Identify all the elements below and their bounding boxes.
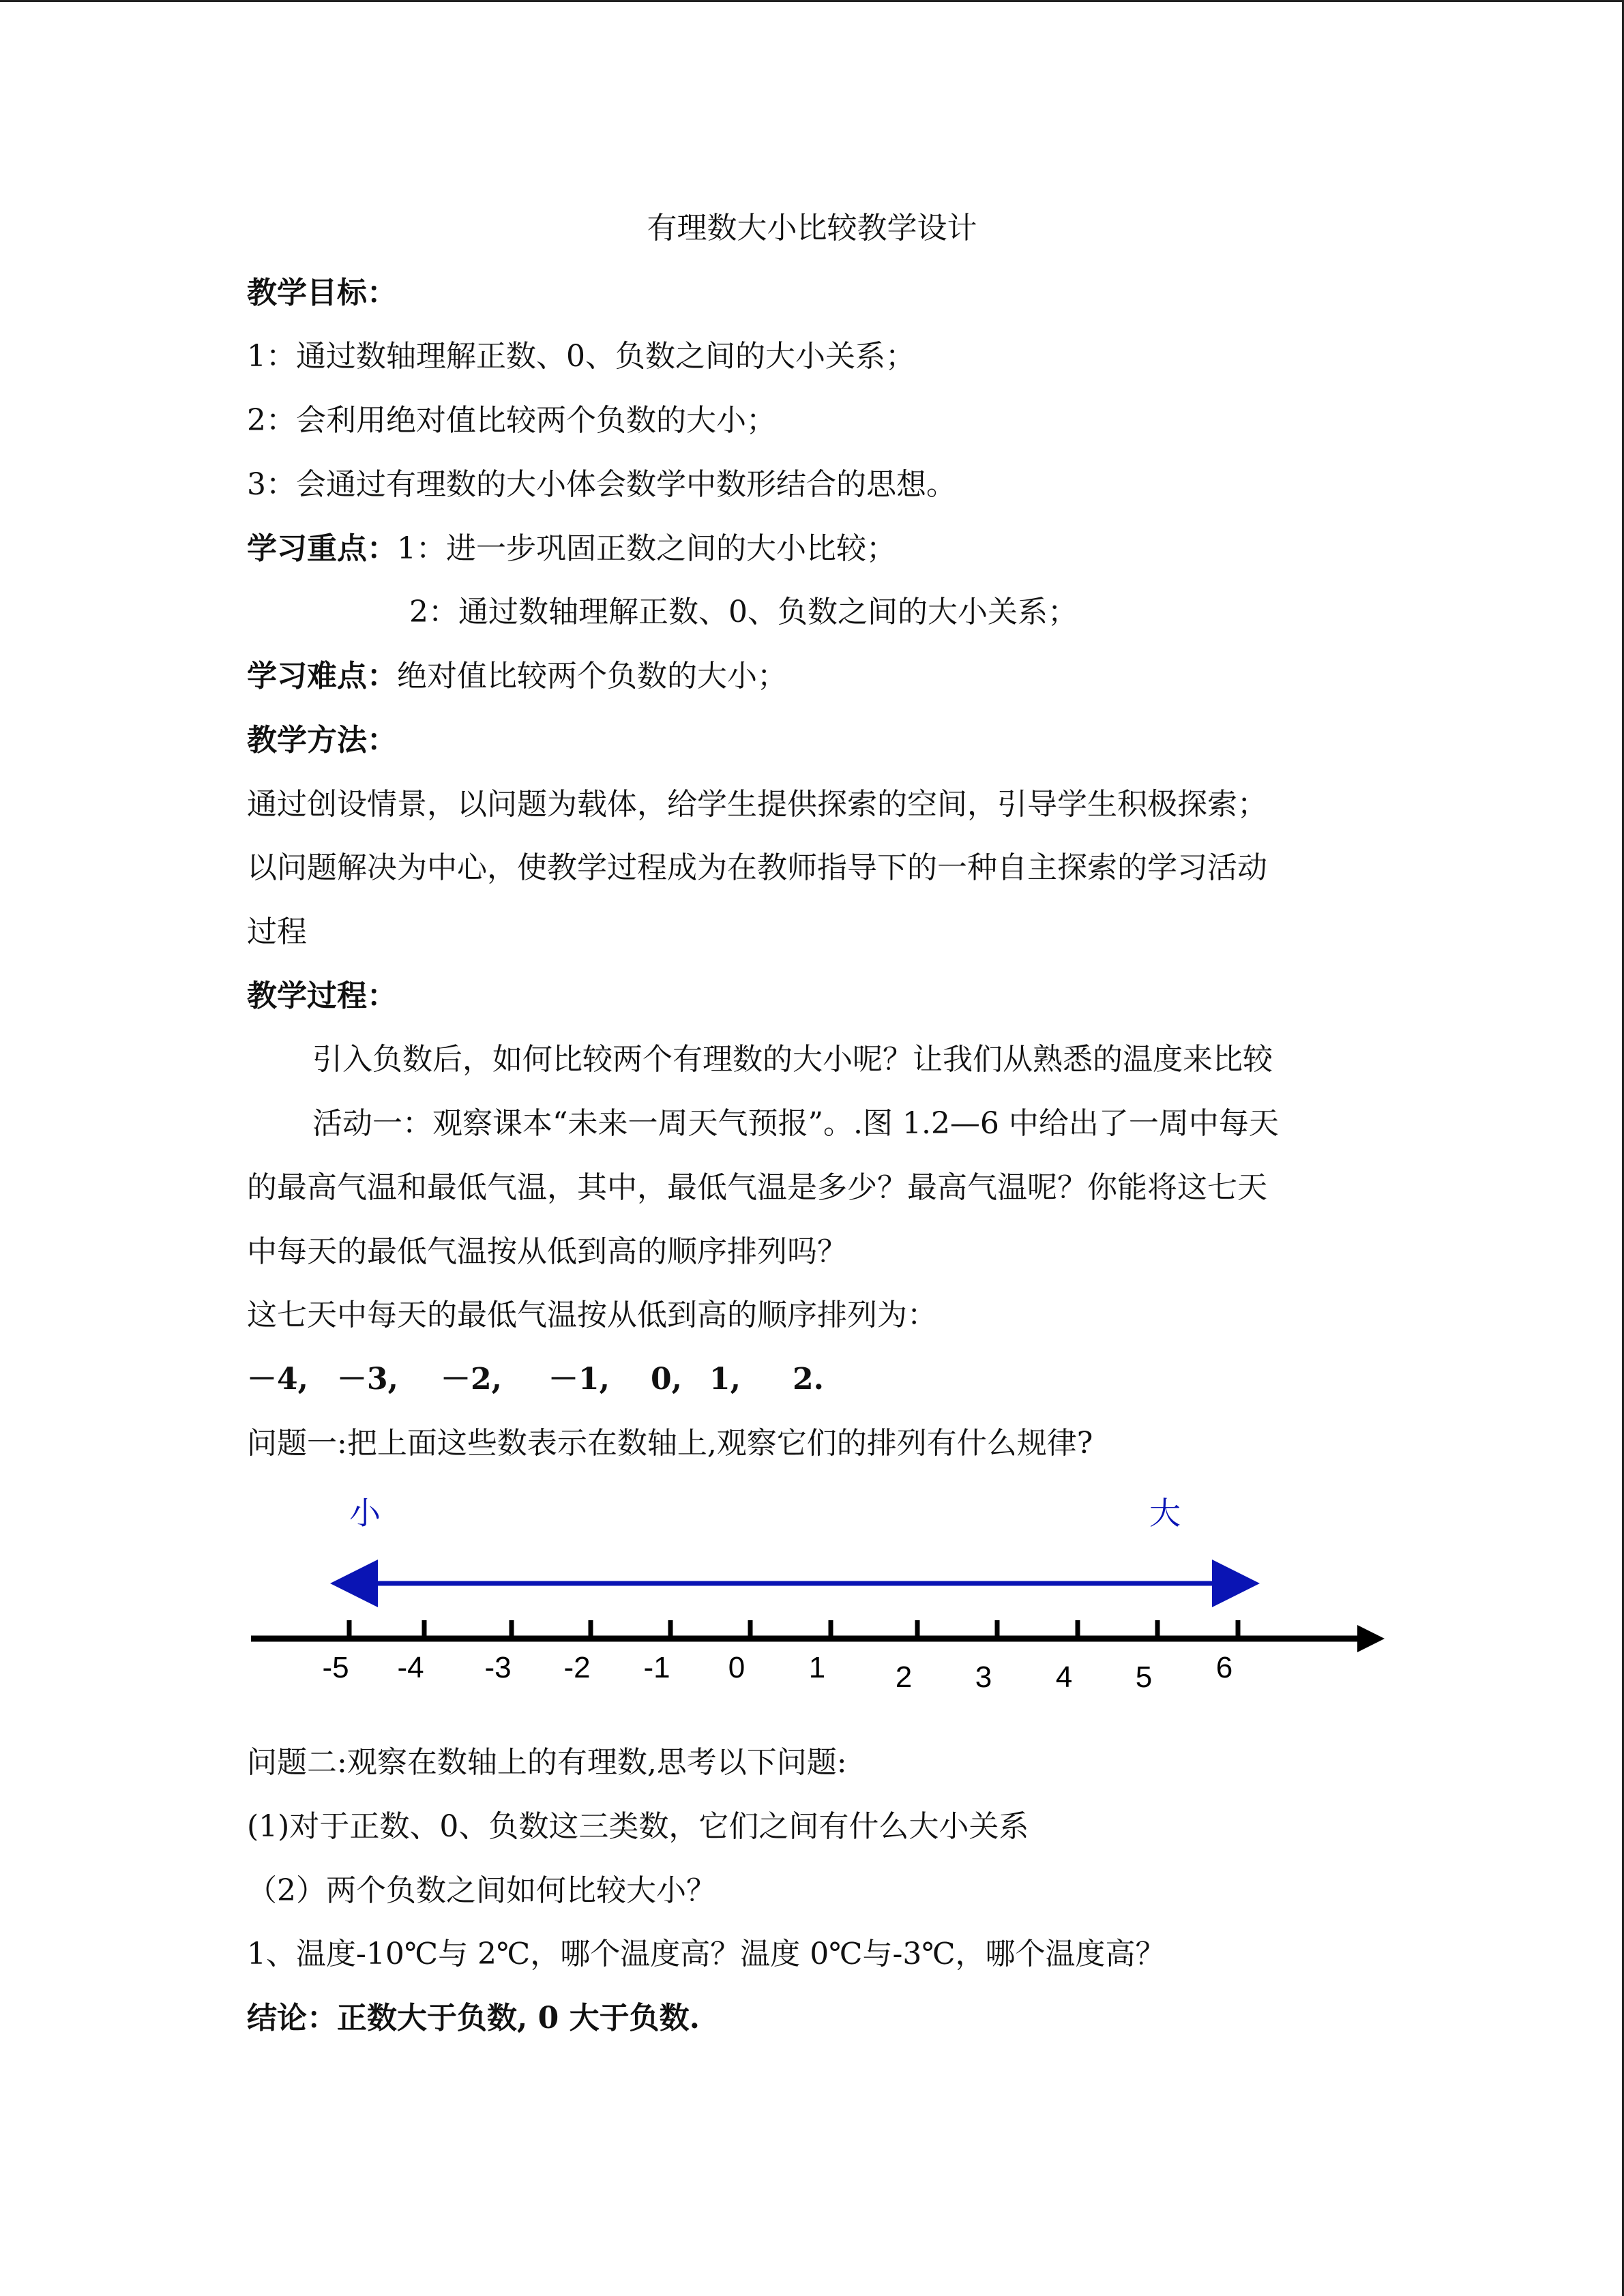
- sequence-number: 1,: [709, 1362, 741, 1397]
- question-2-item-2: （2）两个负数之间如何比较大小？: [247, 1873, 716, 1908]
- axis-arrowhead: [1357, 1625, 1385, 1652]
- axis-tick-label: -2: [563, 1651, 591, 1684]
- example-1: 1、温度-10℃与 2℃，哪个温度高？温度 0℃与-3℃，哪个温度高？: [247, 1937, 1166, 1971]
- key-points-label: 学习重点：: [247, 531, 397, 566]
- axis-tick-label: -3: [484, 1651, 512, 1684]
- difficulty-row: [247, 656, 787, 697]
- sequence-number: －2,: [441, 1362, 502, 1397]
- axis-tick-label: 3: [975, 1660, 992, 1694]
- key-point-1: 1：进一步巩固正数之间的大小比较；: [397, 531, 896, 566]
- sequence-number: －4,: [247, 1362, 308, 1397]
- difficulty-text: 绝对值比较两个负数的大小；: [397, 659, 787, 694]
- axis-tick-label: 4: [1055, 1660, 1073, 1694]
- number-sequence: [247, 1359, 824, 1400]
- axis-tick-label: -5: [322, 1651, 349, 1684]
- axis-tick-label: 5: [1135, 1660, 1153, 1694]
- page-top-border: [0, 0, 1624, 2]
- question-2: 问题二:观察在数轴上的有理数,思考以下问题:: [247, 1745, 847, 1780]
- activity-line-1: 活动一：观察课本“未来一周天气预报”。.图 1.2—6 中给出了一周中每天: [312, 1106, 1279, 1141]
- goal-3: 3：会通过有理数的大小体会数学中数形结合的思想。: [247, 467, 956, 502]
- method-line-2: 以问题解决为中心，使教学过程成为在教师指导下的一种自主探索的学习活动: [247, 850, 1267, 885]
- sequence-number: 0,: [651, 1362, 682, 1397]
- difficulty-label: 学习难点：: [247, 659, 397, 694]
- document-title: 有理数大小比较教学设计: [647, 211, 977, 245]
- tick-group: [322, 1620, 1238, 1694]
- key-points-row: [247, 528, 896, 569]
- question-1: 问题一:把上面这些数表示在数轴上,观察它们的排列有什么规律?: [247, 1426, 1093, 1461]
- process-heading: 教学过程：: [247, 979, 397, 1013]
- sequence-number: －1,: [548, 1362, 610, 1397]
- method-heading: 教学方法：: [247, 723, 397, 758]
- axis-tick-label: -4: [397, 1651, 424, 1684]
- sequence-number: －3,: [337, 1362, 398, 1397]
- number-line-figure: [0, 1480, 1624, 1705]
- sequence-number: 2.: [793, 1362, 824, 1397]
- activity-line-3: 中每天的最低气温按从低到高的顺序排列吗？: [247, 1234, 847, 1269]
- axis-tick-label: -1: [643, 1651, 670, 1684]
- method-line-3: 过程: [247, 914, 307, 949]
- small-label: 小: [349, 1495, 381, 1532]
- large-label: 大: [1149, 1495, 1181, 1532]
- activity-line-2: 的最高气温和最低气温，其中，最低气温是多少？最高气温呢？你能将这七天: [247, 1170, 1267, 1205]
- conclusion: 结论：正数大于负数, 0 大于负数.: [247, 2001, 700, 2036]
- key-point-2: 2：通过数轴理解正数、0、负数之间的大小关系；: [409, 595, 1078, 629]
- method-line-1: 通过创设情景，以问题为载体，给学生提供探索的空间，引导学生积极探索；: [247, 787, 1267, 822]
- order-line: 这七天中每天的最低气温按从低到高的顺序排列为：: [247, 1298, 937, 1332]
- axis-tick-label: 1: [808, 1651, 826, 1684]
- axis-tick-label: 6: [1215, 1651, 1233, 1684]
- goals-heading: 教学目标：: [247, 275, 397, 310]
- goal-2: 2：会利用绝对值比较两个负数的大小；: [247, 403, 776, 438]
- intro-paragraph: 引入负数后，如何比较两个有理数的大小呢？让我们从熟悉的温度来比较: [312, 1042, 1273, 1077]
- axis-tick-label: 2: [895, 1660, 913, 1694]
- axis-tick-label: 0: [728, 1651, 745, 1684]
- goal-1: 1：通过数轴理解正数、0、负数之间的大小关系；: [247, 339, 915, 374]
- question-2-item-1: (1)对于正数、0、负数这三类数，它们之间有什么大小关系: [247, 1809, 1029, 1844]
